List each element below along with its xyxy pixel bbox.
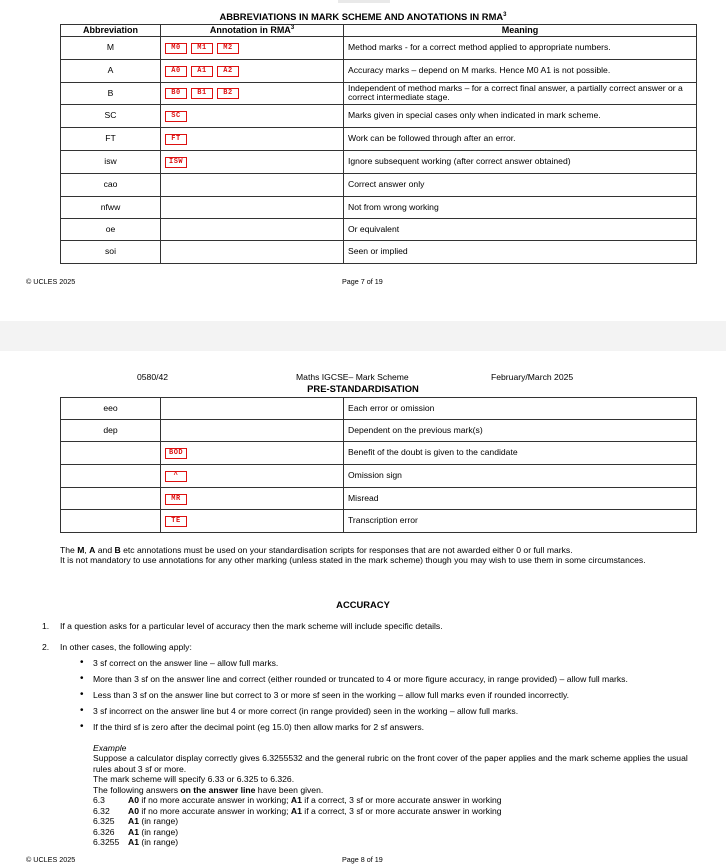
meaning-cell: Dependent on the previous mark(s)	[344, 420, 697, 442]
abbreviation-cell: cao	[61, 173, 161, 196]
meaning-cell: Marks given in special cases only when indicated in mark scheme.	[344, 104, 697, 127]
header-annotation-sup: 3	[290, 25, 295, 31]
item-1-number: 1.	[42, 621, 50, 631]
annotation-cell	[161, 442, 344, 465]
table-row	[61, 150, 697, 173]
annotation-cell	[161, 510, 344, 533]
abbreviation-cell	[61, 510, 161, 533]
footer-page-number-p7: Page 7 of 19	[342, 277, 383, 286]
example-line-2: The mark scheme will specify 6.33 or 6.325 to 6.326.	[93, 774, 295, 785]
abbreviation-cell: B	[61, 82, 161, 104]
abbreviation-cell: eeo	[61, 398, 161, 420]
table-row	[61, 218, 697, 240]
scroll-sliver	[338, 0, 390, 3]
meaning-cell: Accuracy marks – depend on M marks. Hence M0 A1 is not possible.	[344, 59, 697, 82]
meaning-cell: Seen or implied	[344, 240, 697, 263]
annotation-cell	[161, 240, 344, 263]
annotation-cell	[161, 218, 344, 240]
table-row	[61, 442, 697, 465]
note-m: M	[77, 545, 85, 555]
table-row	[61, 488, 697, 510]
accuracy-rule-item: • Less than 3 sf on the answer line but correct to 3 or more sf seen in the working – allow full marks even if rounded incorrectly.	[80, 687, 720, 703]
note-b: B	[114, 545, 121, 555]
answer-value: 6.32	[93, 805, 110, 816]
annotation-cell	[161, 127, 344, 150]
meaning-cell: Correct answer only	[344, 173, 697, 196]
answer-value: 6.325	[93, 816, 115, 827]
annotation-stamp-icon: B1	[191, 88, 213, 99]
answer-note: if no more accurate answer in working;	[139, 805, 291, 816]
abbreviation-cell: M	[61, 36, 161, 59]
answer-mark: A1	[128, 837, 139, 848]
footer-page-number-p8: Page 8 of 19	[342, 855, 383, 864]
abbreviation-cell: nfww	[61, 196, 161, 218]
annotation-stamp-icon: M1	[191, 43, 213, 54]
header-annotation	[161, 25, 344, 37]
annotation-stamp-icon: A2	[217, 66, 239, 77]
meaning-cell: Work can be followed through after an error.	[344, 127, 697, 150]
note-text-1: The	[60, 545, 78, 555]
annotation-cell	[161, 173, 344, 196]
table-row	[61, 196, 697, 218]
note-and: and	[95, 545, 115, 555]
answer-note-2: if a correct, 3 sf or more accurate answer in working	[301, 805, 502, 816]
item-1-text: If a question asks for a particular level of accuracy then the mark scheme will include specific details.	[60, 621, 443, 631]
table-title-sup: 3	[503, 11, 507, 18]
annotation-stamp-icon: ^	[165, 471, 187, 482]
abbreviation-cell: oe	[61, 218, 161, 240]
abbreviations-table	[60, 24, 697, 264]
annotation-cell	[161, 488, 344, 510]
table-row	[61, 59, 697, 82]
item-2-number: 2.	[42, 642, 50, 652]
header-abbreviation: Abbreviation	[61, 25, 161, 37]
annotation-stamp-icon: A0	[165, 66, 187, 77]
annotation-stamp-icon: B0	[165, 88, 187, 99]
accuracy-rule-item: • 3 sf incorrect on the answer line but 4 or more correct (in range provided) seen in the working – allow full marks.	[80, 703, 720, 719]
example-line-3-b: on the answer line	[180, 784, 256, 795]
meaning-cell: Misread	[344, 488, 697, 510]
accuracy-rule-item: • More than 3 sf on the answer line and correct (either rounded or truncated to 4 or more figure accuracy, in range provided) – allow full marks.	[80, 671, 720, 687]
table-row	[61, 398, 697, 420]
table-row	[61, 82, 697, 104]
answer-mark-2: A1	[290, 795, 302, 806]
meaning-cell: Ignore subsequent working (after correct answer obtained)	[344, 150, 697, 173]
example-label: Example	[93, 743, 127, 753]
table-row	[61, 420, 697, 442]
annotation-stamp-icon: B2	[217, 88, 239, 99]
table-row	[61, 510, 697, 533]
accuracy-rule-item: • If the third sf is zero after the decimal point (eg 15.0) then allow marks for 2 sf answers.	[80, 719, 720, 735]
annotation-stamp-icon: FT	[165, 134, 187, 145]
annotation-stamp-icon: BOD	[165, 448, 187, 459]
annotation-note	[60, 545, 670, 566]
annotation-cell	[161, 36, 344, 59]
example-answer-row	[93, 816, 693, 826]
example-block	[93, 743, 693, 848]
abbreviation-cell: dep	[61, 420, 161, 442]
table-title	[0, 11, 726, 22]
abbreviation-cell	[61, 442, 161, 465]
answer-mark: A0	[128, 795, 139, 806]
table-title-text: ABBREVIATIONS IN MARK SCHEME AND ANOTATIONS IN RMA	[219, 11, 504, 22]
annotation-cell	[161, 150, 344, 173]
example-answer-row	[93, 827, 693, 837]
meaning-cell: Not from wrong working	[344, 196, 697, 218]
annotation-stamp-icon: M2	[217, 43, 239, 54]
note-a: A	[89, 545, 96, 555]
header-date: February/March 2025	[491, 372, 574, 382]
answer-mark: A1	[128, 816, 139, 827]
answer-value: 6.3255	[93, 837, 120, 848]
example-line-3-c: have been given.	[255, 784, 324, 795]
annotation-stamp-icon: M0	[165, 43, 187, 54]
abbreviation-cell: soi	[61, 240, 161, 263]
annotation-cell	[161, 59, 344, 82]
table-row	[61, 240, 697, 263]
meaning-cell: Method marks - for a correct method applied to appropriate numbers.	[344, 36, 697, 59]
abbreviation-cell	[61, 465, 161, 488]
annotation-cell	[161, 196, 344, 218]
header-code: 0580/42	[137, 372, 169, 382]
answer-value: 6.326	[93, 826, 115, 837]
note-text-2: etc annotations must be used on your standardisation scripts for responses that are not awarded either 0 or full marks.	[120, 545, 573, 555]
annotation-cell	[161, 398, 344, 420]
annotation-cell	[161, 104, 344, 127]
header-subtitle: PRE-STANDARDISATION	[307, 383, 419, 394]
table-row	[61, 104, 697, 127]
annotation-cell	[161, 82, 344, 104]
example-answer-row	[93, 806, 693, 816]
accuracy-rules-list	[80, 655, 720, 735]
answer-note: (in range)	[139, 816, 179, 827]
answer-note: if no more accurate answer in working;	[139, 795, 291, 806]
answer-note: (in range)	[139, 837, 179, 848]
table-row	[61, 127, 697, 150]
meaning-cell: Independent of method marks – for a correct final answer, a partially correct answer or a correct intermediate stage.	[344, 82, 697, 104]
abbreviation-cell: A	[61, 59, 161, 82]
answer-mark-2: A1	[290, 805, 302, 816]
annotation-cell	[161, 420, 344, 442]
meaning-cell: Each error or omission	[344, 398, 697, 420]
example-line-3-a: The following answers	[93, 784, 181, 795]
table-row	[61, 36, 697, 59]
table-header-row	[61, 25, 697, 37]
abbreviation-cell: SC	[61, 104, 161, 127]
answer-mark: A0	[128, 805, 139, 816]
note-line-2: It is not mandatory to use annotations for any other marking (unless stated in the mark scheme) though you may wish to use them in some circumstances.	[60, 555, 646, 566]
annotation-stamp-icon: MR	[165, 494, 187, 505]
header-title: Maths IGCSE– Mark Scheme	[296, 372, 409, 382]
table-row	[61, 173, 697, 196]
annotation-stamp-icon: A1	[191, 66, 213, 77]
header-meaning: Meaning	[344, 25, 697, 37]
footer-copyright-p8: © UCLES 2025	[26, 855, 76, 864]
item-2-text: In other cases, the following apply:	[60, 642, 192, 652]
example-line-1: Suppose a calculator display correctly gives 6.3255532 and the general rubric on the front cover of the paper applies and the mark scheme applies the usual rules about 3 sf or more.	[93, 753, 688, 774]
page-separator	[0, 321, 726, 351]
meaning-cell: Or equivalent	[344, 218, 697, 240]
annotation-stamp-icon: TE	[165, 516, 187, 527]
annotation-stamp-icon: SC	[165, 111, 187, 122]
meaning-cell: Transcription error	[344, 510, 697, 533]
footer-copyright-p7: © UCLES 2025	[26, 277, 76, 286]
header-annotation-text: Annotation in RMA	[209, 25, 291, 35]
meaning-cell: Omission sign	[344, 465, 697, 488]
abbreviation-cell: isw	[61, 150, 161, 173]
example-answers	[93, 795, 693, 847]
accuracy-heading: ACCURACY	[336, 599, 390, 610]
answer-value: 6.3	[93, 795, 105, 806]
example-answer-row	[93, 837, 693, 847]
example-line-3	[93, 785, 693, 795]
meaning-cell: Benefit of the doubt is given to the candidate	[344, 442, 697, 465]
annotation-stamp-icon: ISW	[165, 157, 187, 168]
answer-note-2: if a correct, 3 sf or more accurate answer in working	[301, 795, 502, 806]
abbreviations-table-continued	[60, 397, 697, 533]
answer-mark: A1	[128, 826, 139, 837]
answer-note: (in range)	[139, 826, 179, 837]
annotation-cell	[161, 465, 344, 488]
abbreviation-cell: FT	[61, 127, 161, 150]
table-row	[61, 465, 697, 488]
note-comma: ,	[84, 545, 90, 555]
abbreviation-cell	[61, 488, 161, 510]
example-answer-row	[93, 795, 693, 805]
accuracy-rule-item: • 3 sf correct on the answer line – allow full marks.	[80, 655, 720, 671]
